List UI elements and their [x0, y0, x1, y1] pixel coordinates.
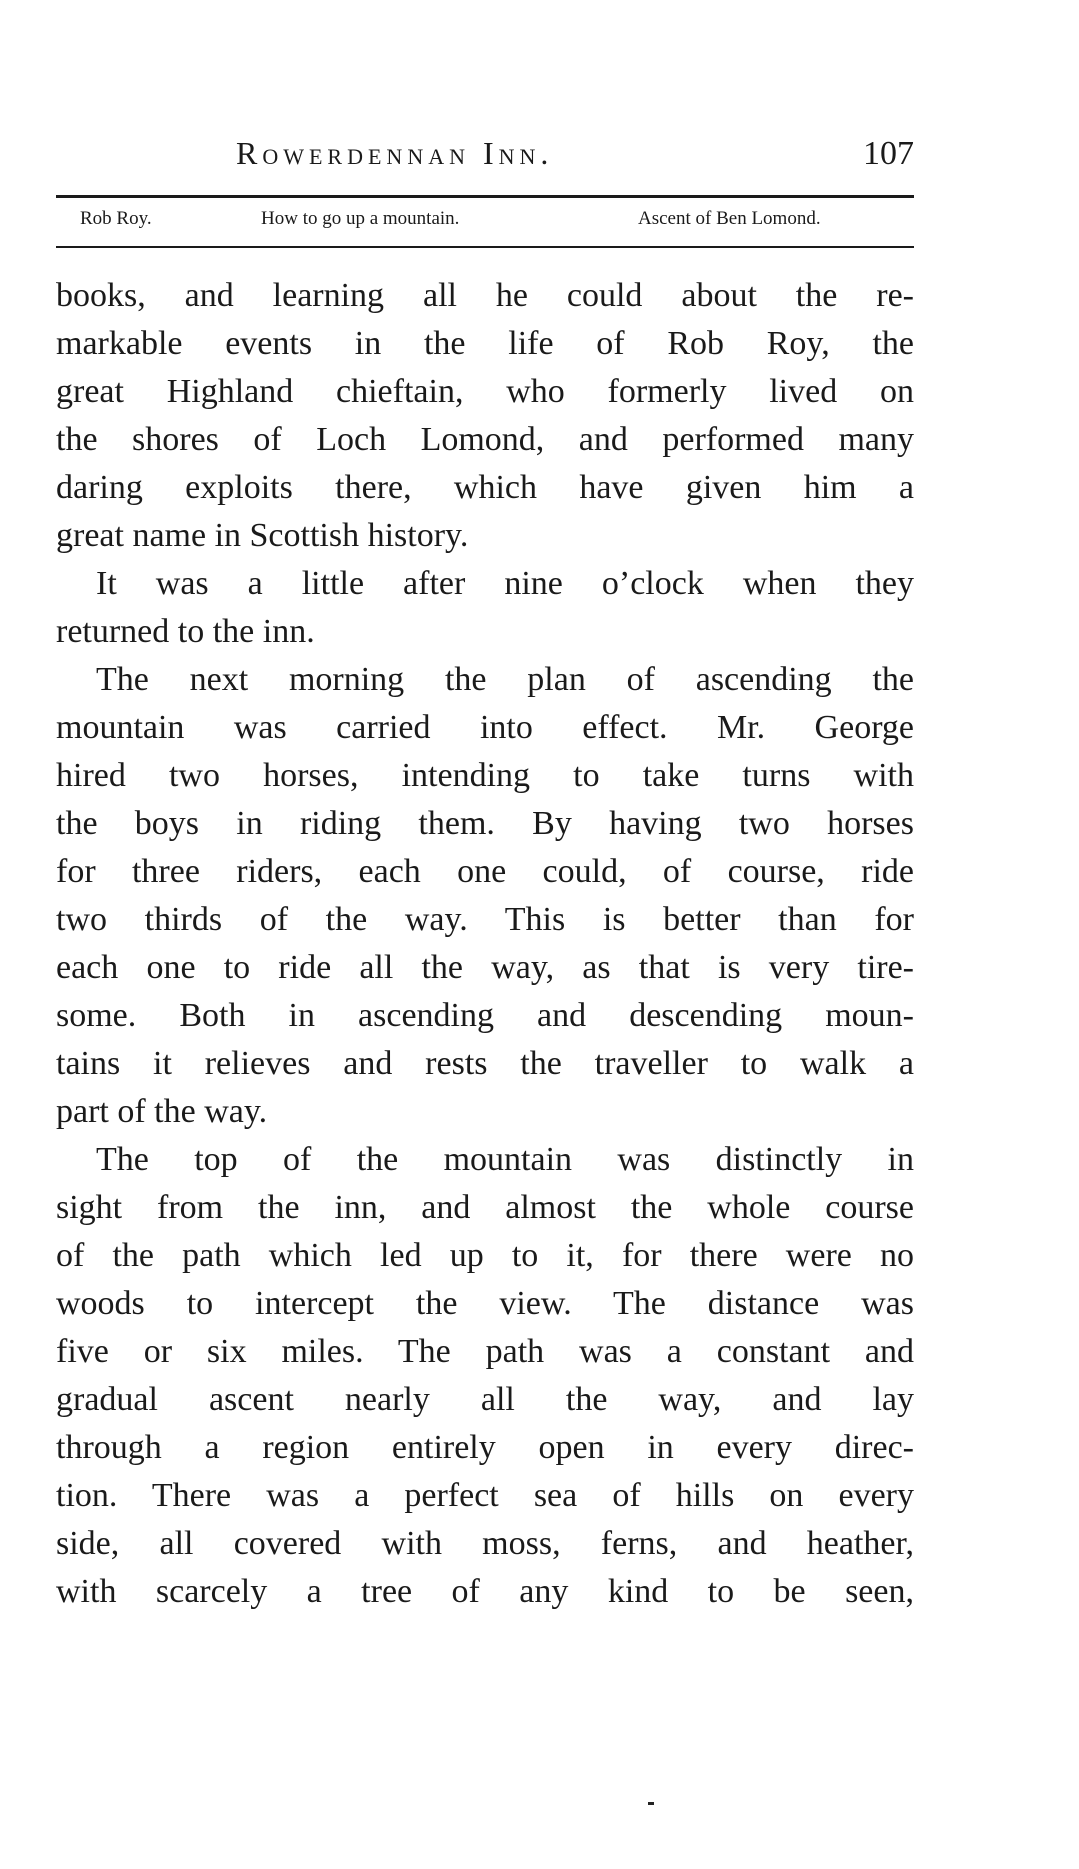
running-title: Rowerdennan Inn. [236, 135, 554, 171]
header-rule-top [56, 195, 914, 198]
text-line: woods to intercept the view. The distance was [56, 1285, 914, 1322]
header-rule-bottom [56, 246, 914, 248]
text-line: great Highland chieftain, who formerly lived on [56, 373, 914, 410]
text-line: through a region entirely open in every direc- [56, 1429, 914, 1466]
text-line: the boys in riding them. By having two horses [56, 805, 914, 842]
printer-mark [648, 1802, 654, 1805]
subhead-ascent: Ascent of Ben Lomond. [638, 208, 821, 229]
running-head [56, 135, 914, 179]
text-line: for three riders, each one could, of course, ride [56, 853, 914, 890]
subhead-how-to-go-up: How to go up a mountain. [261, 208, 460, 229]
subheads [56, 208, 914, 238]
text-line: It was a little after nine o’clock when they [96, 565, 914, 602]
text-line: gradual ascent nearly all the way, and lay [56, 1381, 914, 1418]
text-line: each one to ride all the way, as that is very tire- [56, 949, 914, 986]
page-number: 107 [863, 135, 914, 172]
text-line: hired two horses, intending to take turns with [56, 757, 914, 794]
body-text [56, 272, 914, 1616]
text-line: daring exploits there, which have given him a [56, 469, 914, 506]
text-line: tains it relieves and rests the traveller to walk a [56, 1045, 914, 1082]
text-line: sight from the inn, and almost the whole course [56, 1189, 914, 1226]
text-line: books, and learning all he could about the re- [56, 277, 914, 314]
text-line: part of the way. [56, 1093, 268, 1130]
text-line: the shores of Loch Lomond, and performed many [56, 421, 914, 458]
text-line: some. Both in ascending and descending moun- [56, 997, 914, 1034]
text-line: with scarcely a tree of any kind to be seen, [56, 1573, 914, 1610]
text-line: five or six miles. The path was a constant and [56, 1333, 914, 1370]
text-line: side, all covered with moss, ferns, and heather, [56, 1525, 914, 1562]
text-line: markable events in the life of Rob Roy, the [56, 325, 914, 362]
text-line: great name in Scottish history. [56, 517, 469, 554]
text-line: The top of the mountain was distinctly in [96, 1141, 914, 1178]
subhead-rob-roy: Rob Roy. [80, 208, 152, 229]
text-line: returned to the inn. [56, 613, 315, 650]
text-line: mountain was carried into effect. Mr. George [56, 709, 914, 746]
text-line: two thirds of the way. This is better than for [56, 901, 914, 938]
text-line: tion. There was a perfect sea of hills on every [56, 1477, 914, 1514]
text-line: The next morning the plan of ascending the [96, 661, 914, 698]
text-line: of the path which led up to it, for there were no [56, 1237, 914, 1274]
